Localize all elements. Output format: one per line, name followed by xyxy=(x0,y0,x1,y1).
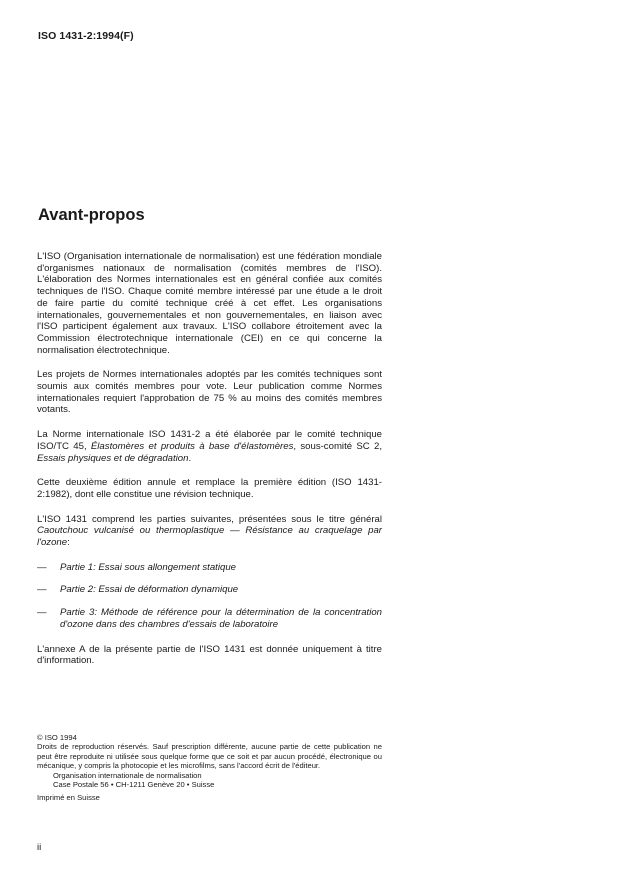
section-title: Avant-propos xyxy=(38,206,145,224)
list-item xyxy=(37,584,382,596)
list-dash: — xyxy=(37,561,47,573)
foreword-body xyxy=(37,251,382,680)
page-number: ii xyxy=(37,842,42,853)
parts-text-1: L'ISO 1431 comprend les parties suivantes, présentées sous le titre général xyxy=(37,513,382,525)
paragraph-committee xyxy=(37,429,382,464)
list-item-text: Partie 2: Essai de déformation dynamique xyxy=(60,584,239,596)
copyright-block xyxy=(37,733,382,803)
list-dash: — xyxy=(37,607,47,619)
paragraph-annex: L'annexe A de la présente partie de l'ISO 1431 est donnée uniquement à titre d'information. xyxy=(37,643,382,667)
committee-text-3: . xyxy=(188,452,192,464)
list-item-text: Partie 3: Méthode de référence pour la détermination de la concentration d'ozone dans des chambres d'essais de laboratoire xyxy=(60,607,382,630)
parts-text-2: : xyxy=(67,537,70,549)
copyright-line: © ISO 1994 xyxy=(37,733,77,742)
copyright-org: Organisation internationale de normalisation xyxy=(53,770,202,780)
paragraph-organisation: L'ISO (Organisation internationale de normalisation) est une fédération mondiale d'organismes nationaux de normalisation (comités membres de l'ISO). L'élaboration des Normes internationales est en général confiée aux comités techniques de l'ISO. Chaque comité membre intéressé par une étude a le droit de faire partie du comité technique créé à cet effet. Les organisations internationales, gouvernementales et non gouvernementales, en liaison avec l'ISO participent également aux travaux. L'ISO collabore étroitement avec la Commission électrotechnique internationale (CEI) en ce qui concerne la normalisation électrotechnique. xyxy=(37,251,382,356)
parts-general-title: Caoutchouc vulcanisé ou thermoplastique — Résistance au craquelage par l'ozone xyxy=(37,525,382,549)
copyright-address: Case Postale 56 • CH-1211 Genève 20 • Suisse xyxy=(53,780,215,790)
list-item xyxy=(37,562,382,574)
committee-text-1: La Norme internationale ISO 1431-2 a été élaborée par le comité technique ISO/TC 45, xyxy=(37,429,382,452)
committee-text-2: , sous-comité SC 2, xyxy=(293,440,382,452)
copyright-printed: Imprimé en Suisse xyxy=(37,793,100,803)
list-item-text: Partie 1: Essai sous allongement statique xyxy=(60,561,236,573)
parts-list xyxy=(37,562,382,631)
copyright-rights: Droits de reproduction réservés. Sauf prescription différente, aucune partie de cette publication ne peut être reproduite ni utilisée sous quelque forme que ce soit et par aucun procédé, électronique ou mécanique, y compris la photocopie et les microfilms, sans l'accord écrit de l'éditeur. xyxy=(37,742,382,771)
paragraph-edition: Cette deuxième édition annule et remplace la première édition (ISO 1431-2:1982), dont elle constitue une révision technique. xyxy=(37,477,382,500)
list-dash: — xyxy=(37,584,47,596)
committee-title: Élastomères et produits à base d'élastomères xyxy=(90,440,294,452)
paragraph-parts xyxy=(37,514,382,549)
paragraph-voting: Les projets de Normes internationales adoptés par les comités techniques sont soumis aux comités membres pour vote. Leur publication comme Normes internationales requiert l'approbation de 75 % au moins des comités membres votants. xyxy=(37,369,382,416)
subcommittee-title: Essais physiques et de dégradation xyxy=(37,452,189,464)
document-header: ISO 1431-2:1994(F) xyxy=(38,30,134,42)
list-item xyxy=(37,607,382,630)
